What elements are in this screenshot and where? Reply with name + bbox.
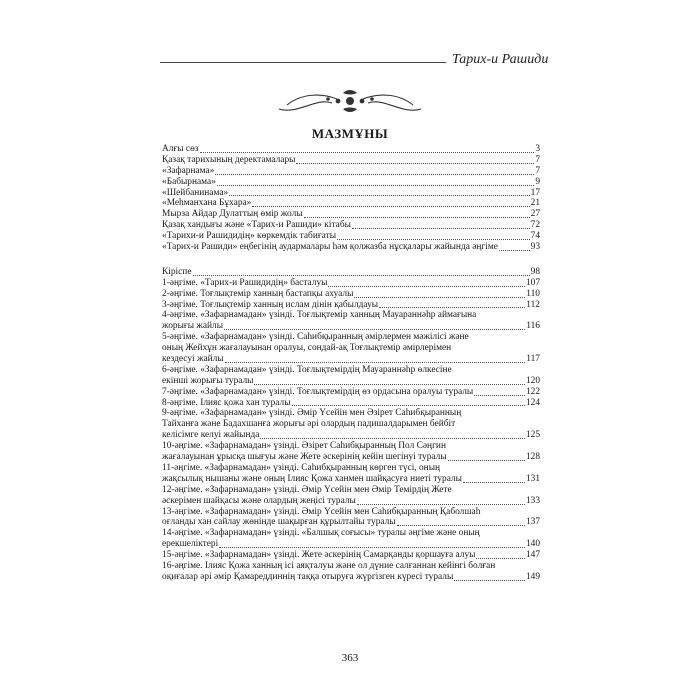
- toc-entry: [162, 198, 540, 209]
- toc-entry-text: Мырза Айдар Дулаттың өмір жолы: [162, 209, 303, 220]
- dot-leader: [357, 504, 525, 505]
- toc-entry: [162, 220, 540, 231]
- toc-entry: [162, 572, 540, 583]
- toc-entry-text: жорығы жайлы: [162, 321, 224, 332]
- toc-entry-text: «Зафарнама»: [162, 165, 215, 176]
- toc-entry-page: 137: [525, 517, 540, 528]
- toc-entry-text: 2-әңгіме. Тоғлықтемір ханның бастапқы ахуалы: [162, 288, 354, 299]
- dot-leader: [463, 482, 525, 483]
- toc-entry-text: Алғы сөз: [162, 143, 199, 154]
- toc-entry-text: 6-әңгіме. «Зафарнамадан» үзінді. Тоғлықтемірдің Мауараннәһр өлкесіне: [162, 364, 452, 375]
- toc-entry-text: 1-әңгіме. «Тарих-и Рашидидің» басталуы: [162, 277, 328, 288]
- toc-entry-text: 10-әңгіме. «Зафарнамадан» үзінді. Әзірет Саһибқыранның Пол Сәңгин: [162, 441, 446, 452]
- toc-entry-text: келісімге келуі жайында: [162, 430, 260, 441]
- dot-leader: [304, 217, 530, 218]
- toc-entry-text: оғланды хан сайлау жөнінде шақырған құрылтайы туралы: [162, 517, 396, 528]
- dot-leader: [252, 206, 529, 207]
- toc-entry-page: 117: [526, 354, 540, 365]
- toc-entry-text: «Меһманхана Бұхара»: [162, 198, 252, 209]
- toc-entry-text: ерекшеліктері: [162, 539, 219, 550]
- toc-entry-text: 15-әңгіме. «Зафарнамадан» үзінді. Жете әскерінің Самарқанды қоршауға алуы: [162, 550, 476, 561]
- toc-entry: [162, 496, 540, 507]
- toc-entry-page: 122: [525, 386, 540, 397]
- toc-entry-page: 72: [530, 220, 540, 231]
- toc-entry-page: 3: [535, 143, 540, 154]
- toc-entry-page: 124: [525, 397, 540, 408]
- toc-entry-text: «Бабырнама»: [162, 176, 216, 187]
- dot-leader: [474, 395, 525, 396]
- toc-entry-text: «Шейбанинама»: [162, 187, 229, 198]
- toc-entry-text: әскерімен шайқасы және олардың жеңісі туралы: [162, 495, 356, 506]
- dot-leader: [397, 525, 525, 526]
- toc-entry-text: оның Жейхұн жағалауынан оралуы, сондай-ақ Тоғлықтемір әмірлерімен: [162, 343, 452, 354]
- toc-entry: [162, 376, 540, 387]
- toc-entry: [162, 242, 540, 253]
- dot-leader: [296, 163, 534, 164]
- page-number: 363: [341, 652, 359, 664]
- toc-entry: [162, 188, 540, 199]
- dot-leader: [476, 558, 524, 559]
- toc-entry-text: Қазақ хандығы және «Тарих-и Рашиди» кітабы: [162, 220, 351, 231]
- toc-entry-text: 9-әңгіме. «Зафарнамадан» үзінді. Әмір Үсейін мен Әзірет Саһибқыранның: [162, 408, 462, 419]
- dot-leader: [229, 195, 529, 196]
- toc-entry-page: 131: [525, 473, 540, 484]
- toc-entry-page: 17: [530, 187, 540, 198]
- toc-entry-page: 27: [530, 209, 540, 220]
- toc-entry-page: 147: [525, 550, 540, 561]
- toc-entry: [162, 517, 540, 528]
- dot-leader: [499, 250, 530, 251]
- dot-leader: [193, 275, 530, 276]
- toc-entry-text: «Тарихи-и Рашидидің» көркемдік табиғаты: [162, 231, 336, 242]
- toc-entry: [162, 474, 540, 485]
- toc-entry: [162, 278, 540, 289]
- dot-leader: [379, 307, 525, 308]
- dot-leader: [224, 329, 525, 330]
- dot-leader: [328, 286, 524, 287]
- dot-leader: [454, 580, 525, 581]
- dot-leader: [219, 547, 525, 548]
- toc-entry: [162, 550, 540, 561]
- toc-entry: [162, 300, 540, 311]
- ornament-divider: [277, 85, 423, 117]
- dot-leader: [352, 228, 530, 229]
- toc-entry-text: 13-әңгіме. «Зафарнамадан» үзінді. Әмір Үсейін мен Саһибқыранның Қаболшаһ: [162, 506, 481, 517]
- toc-entry-text: Тайханға және Бадахшанға жорығы әрі олардың падишалдарымен бейбіт: [162, 419, 456, 430]
- toc-entry-text: екінші жорығы туралы: [162, 375, 254, 386]
- toc-entry-page: 74: [530, 231, 540, 242]
- toc-entry-page: 116: [526, 321, 540, 332]
- toc-entry-page: 125: [525, 430, 540, 441]
- dot-leader: [448, 460, 525, 461]
- toc-entry-page: 140: [525, 539, 540, 550]
- toc-entry: [162, 398, 540, 409]
- toc-entry: [162, 539, 540, 550]
- toc-entry: [162, 267, 540, 278]
- toc-entry-page: 7: [535, 165, 540, 176]
- toc-entry-text: 3-әңгіме. Тоғлықтемір ханның ислам дінін қабылдауы: [162, 299, 379, 310]
- toc-entry-page: 7: [535, 154, 540, 165]
- toc-entry: [162, 177, 540, 188]
- toc-entry-page: 93: [530, 242, 540, 252]
- dot-leader: [254, 384, 524, 385]
- toc-entry-page: 107: [525, 277, 540, 288]
- toc-entry-page: 112: [526, 299, 540, 310]
- toc-entry-text: жағалауынан ұрысқа шығуы және Жете әскерінің кейін шегінуі туралы: [162, 452, 447, 463]
- toc-entry-text: «Тарих-и Рашиди» еңбегінің аудармалары һәм қолжазба нұсқалары жайында әңгіме: [162, 242, 498, 252]
- toc-section-chapters: [162, 267, 540, 583]
- dot-leader: [225, 362, 526, 363]
- toc-entry-text: 7-әңгіме. «Зафарнамадан» үзінді. Тоғлықтемірдің өз ордасына оралуы туралы: [162, 386, 474, 397]
- toc-entry: [162, 354, 540, 365]
- toc-entry: [162, 209, 540, 220]
- toc-entry: [162, 166, 540, 177]
- toc-entry-text: жақсылық нышаны және оның Ілияс Қожа ханмен шайқасуға ниеті туралы: [162, 473, 462, 484]
- running-header-title: Тарих-и Рашиди: [452, 52, 549, 67]
- toc-entry-text: 5-әңгіме. «Зафарнамадан» үзінді. Саһибқыранның әмірлермен мәжілісі және: [162, 332, 469, 343]
- toc-entry-text: оқиғалар әрі әмір Қамареддиннің таққа отыруға жүргізген күресі туралы: [162, 571, 454, 582]
- toc-entry: [162, 289, 540, 300]
- toc-entry-page: 98: [530, 266, 540, 277]
- toc-entry-text: 4-әңгіме. «Зафарнамадан» үзінді. Тоғлықтемір ханның Мауараннәһр аймағына: [162, 310, 477, 321]
- table-of-contents: [162, 144, 540, 583]
- toc-entry-text: 14-әңгіме. «Зафарнамадан» үзінді. «Балшық соғысы» туралы әңгіме және оның: [162, 528, 480, 539]
- toc-entry-text: 16-әңгіме. Ілияс Қожа ханның ісі аяқталуы және ол дүние салғаннан кейінгі болған: [162, 560, 496, 571]
- dot-leader: [217, 185, 534, 186]
- toc-entry: [162, 155, 540, 166]
- toc-entry-page: 110: [526, 288, 540, 299]
- dot-leader: [200, 152, 535, 153]
- header-rule: [160, 62, 446, 63]
- toc-entry: [162, 452, 540, 463]
- dot-leader: [354, 297, 525, 298]
- toc-entry-page: 128: [525, 452, 540, 463]
- toc-entry: [162, 144, 540, 155]
- dot-leader: [215, 174, 534, 175]
- table-of-contents-heading: МАЗМҰНЫ: [311, 126, 389, 141]
- toc-entry-text: Қазақ тарихының деректамалары: [162, 154, 296, 165]
- toc-entry-page: 21: [530, 198, 540, 209]
- dot-leader: [292, 405, 525, 406]
- toc-entry-text: 12-әңгіме. «Зафарнамадан» үзінді. Әмір Үсейін мен Әмір Темірдің Жете: [162, 484, 452, 495]
- toc-entry-page: 9: [535, 176, 540, 187]
- toc-entry-page: 133: [525, 495, 540, 506]
- toc-entry-text: 8-әңгіме. Ілияс қожа хан туралы: [162, 397, 291, 408]
- dot-leader: [260, 438, 525, 439]
- toc-entry-page: 149: [525, 571, 540, 582]
- toc-entry: [162, 387, 540, 398]
- toc-entry-text: 11-әңгіме. «Зафарнамадан» үзінді. Саһибқыранның көрген түсі, оның: [162, 462, 441, 473]
- toc-entry: [162, 321, 540, 332]
- toc-section-preface: [162, 144, 540, 253]
- toc-entry: [162, 430, 540, 441]
- toc-entry-page: 120: [525, 375, 540, 386]
- toc-entry: [162, 231, 540, 242]
- toc-entry-text: Кіріспе: [162, 266, 192, 277]
- toc-entry-text: кездесуі жайлы: [162, 354, 224, 365]
- dot-leader: [337, 239, 530, 240]
